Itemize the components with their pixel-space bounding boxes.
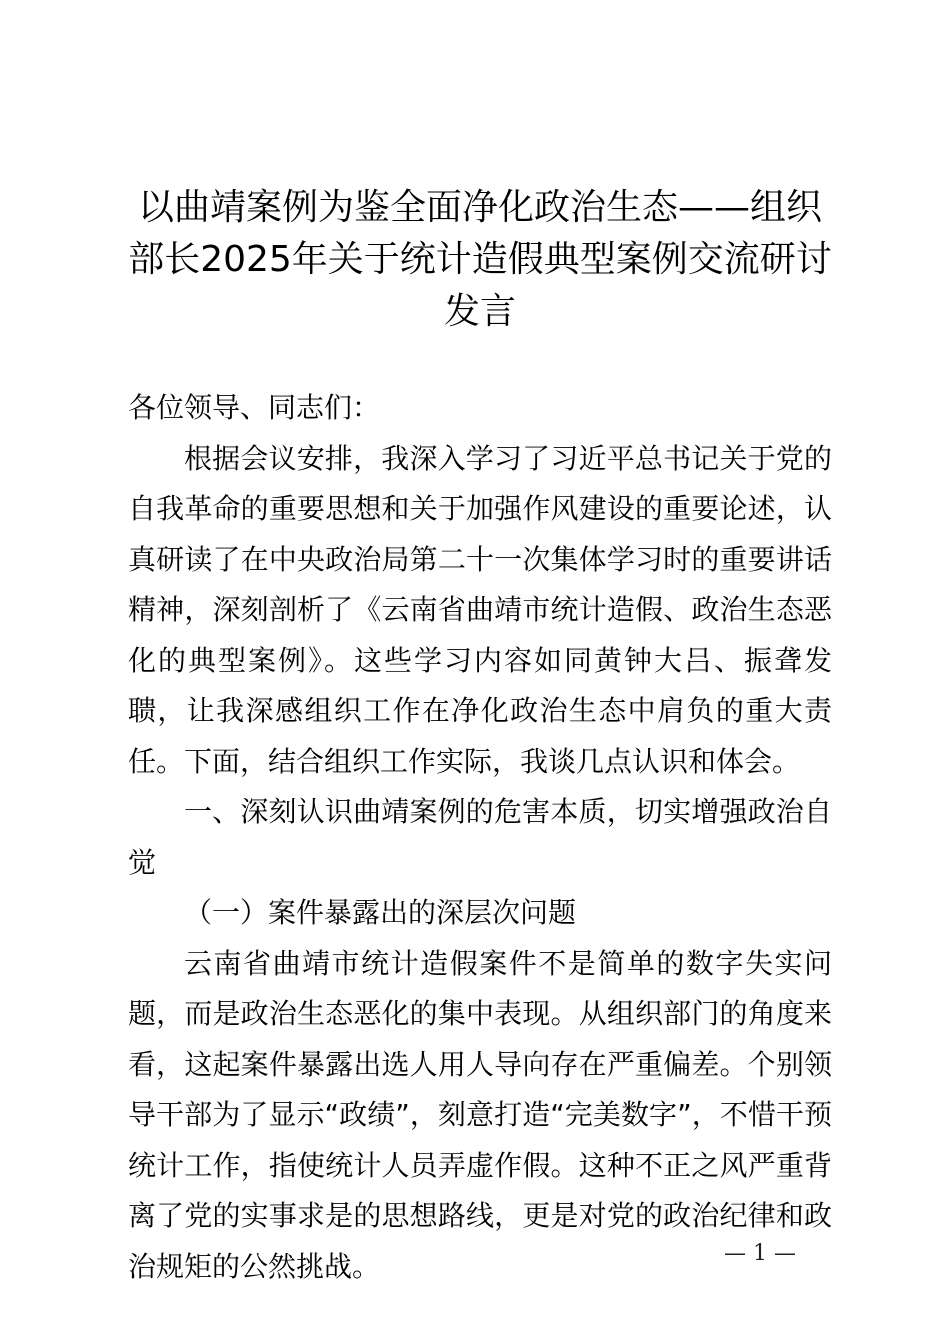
salutation: 各位领导、同志们：: [128, 391, 381, 424]
page-number: — 1 —: [724, 1241, 796, 1266]
document-title: 以曲靖案例为鉴全面净化政治生态——组织部长2025年关于统计造假典型案例交流研讨发言: [128, 187, 832, 332]
document-body: [128, 383, 832, 1292]
section-heading: 一、深刻认识曲靖案例的危害本质，切实增强政治自觉: [128, 795, 832, 879]
intro-paragraph: 根据会议安排，我深入学习了习近平总书记关于党的自我革命的重要思想和关于加强作风建设的重要论述，认真研读了在中央政治局第二十一次集体学习时的重要讲话精神，深刻剖析了《云南省曲靖市统计造假、政治生态恶化的典型案例》。这些学习内容如同黄钟大吕、振聋发聩，让我深感组织工作在净化政治生态中肩负的重大责任。下面，结合组织工作实际，我谈几点认识和体会。: [128, 441, 832, 778]
body-paragraph: 云南省曲靖市统计造假案件不是简单的数字失实问题，而是政治生态恶化的集中表现。从组织部门的角度来看，这起案件暴露出选人用人导向存在严重偏差。个别领导干部为了显示“政绩”，刻意打造“完美数字”，不惜干预统计工作，指使统计人员弄虚作假。这种不正之风严重背离了党的实事求是的思想路线，更是对党的政治纪律和政治规矩的公然挑战。: [128, 946, 832, 1283]
subsection-heading: （一）案件暴露出的深层次问题: [184, 896, 577, 929]
